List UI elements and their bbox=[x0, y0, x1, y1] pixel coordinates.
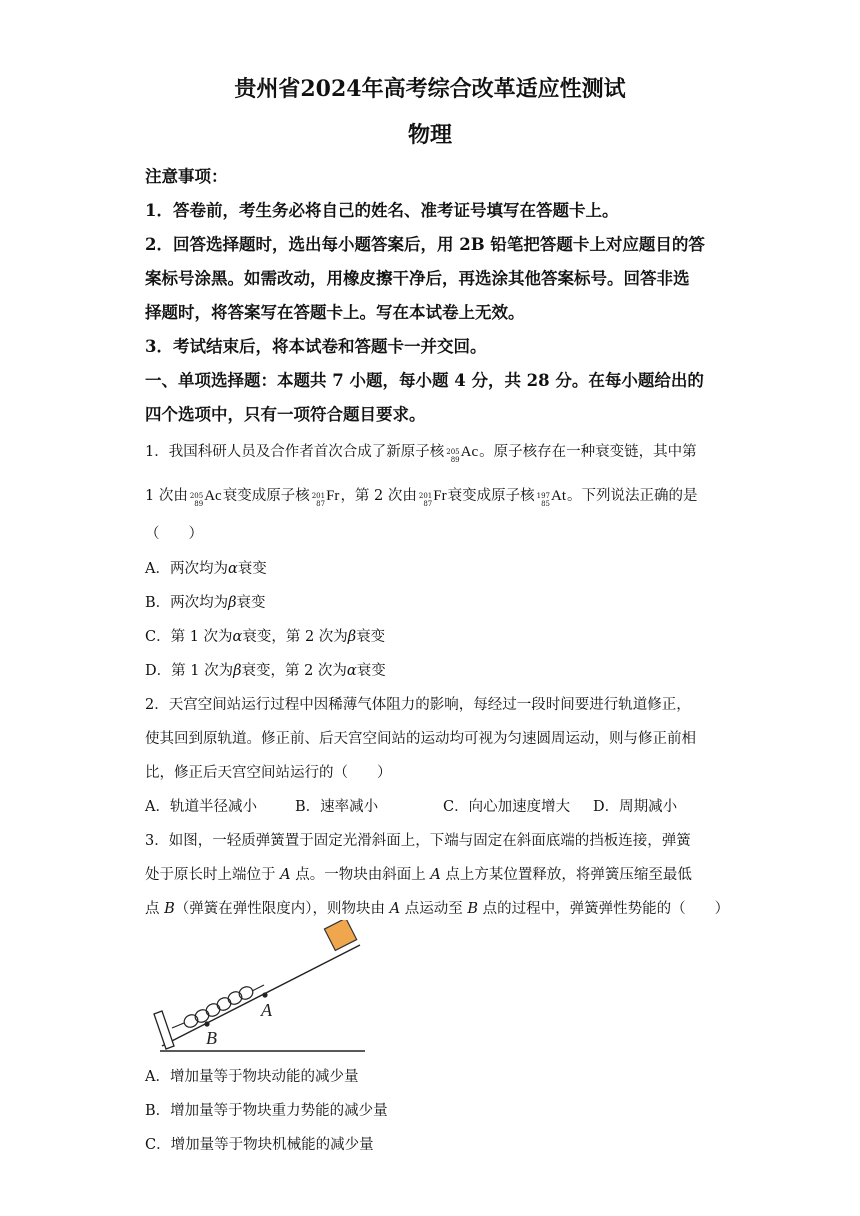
ac-z: 89 bbox=[450, 456, 460, 464]
option-text: 衰变 bbox=[356, 629, 386, 645]
option-text: 衰变，第 2 次为 bbox=[242, 629, 348, 645]
point-b-dot bbox=[204, 1021, 209, 1026]
q3-text: （弹簧在弹性限度内），则物块由 bbox=[174, 901, 386, 917]
at-z: 85 bbox=[541, 500, 550, 508]
notice-heading: 注意事项： bbox=[145, 167, 228, 186]
q3-line-1: 3．如图，一轻质弹簧置于固定光滑斜面上，下端与固定在斜面底端的挡板连接，弹簧 bbox=[145, 833, 691, 849]
notice-line-1: 1．答卷前，考生务必将自己的姓名、准考证号填写在答题卡上。 bbox=[145, 201, 619, 220]
fr-z: 87 bbox=[316, 500, 326, 508]
q1-option-b[interactable] bbox=[145, 591, 266, 612]
incline-spring-figure bbox=[140, 920, 380, 1060]
sliding-block bbox=[324, 920, 356, 950]
q3-text: 点 bbox=[145, 901, 160, 917]
exam-title: 贵州省2024年高考综合改革适应性测试 bbox=[234, 76, 626, 102]
fr-symbol: Fr bbox=[326, 488, 340, 504]
q1-option-c[interactable] bbox=[145, 625, 385, 646]
nuclide-fr bbox=[312, 488, 340, 508]
spring-coil bbox=[172, 984, 264, 1029]
q2-option-d[interactable]: D．周期减小 bbox=[593, 799, 678, 815]
incline-line bbox=[162, 945, 360, 1046]
q2-line-2: 使其回到原轨道。修正前、后天宫空间站的运动均可视为匀速圆周运动，则与修正前相 bbox=[145, 731, 696, 747]
q3-text: 点运动至 bbox=[404, 901, 463, 917]
baffle-plate bbox=[154, 1011, 174, 1049]
q2-line-3: 比，修正后天宫空间站运行的（ ） bbox=[145, 765, 392, 781]
q2-line-1: 2．天宫空间站运行过程中因稀薄气体阻力的影响，每经过一段时间要进行轨道修正， bbox=[145, 697, 691, 713]
fr-symbol: Fr bbox=[433, 488, 447, 504]
nuclide-ac bbox=[446, 444, 478, 464]
notice-line-3: 案标号涂黑。如需改动，用橡皮擦干净后，再选涂其他答案标号。回答非选 bbox=[145, 269, 690, 288]
option-text: 衰变，第 2 次为 bbox=[241, 663, 347, 679]
alpha-symbol: α bbox=[346, 663, 357, 679]
point-a-ref: A bbox=[389, 901, 401, 917]
option-text: A．两次均为 bbox=[145, 561, 228, 577]
option-text: 衰变 bbox=[236, 595, 266, 611]
option-text: B．两次均为 bbox=[145, 595, 229, 611]
ac-symbol: Ac bbox=[460, 444, 479, 460]
ac-z: 89 bbox=[194, 500, 204, 508]
beta-symbol: β bbox=[347, 629, 357, 645]
q1-option-d[interactable] bbox=[145, 659, 386, 680]
point-b-ref: B bbox=[164, 901, 175, 917]
subject-title: 物理 bbox=[407, 122, 452, 148]
q1-answer-paren: （ ） bbox=[145, 526, 203, 542]
fr-z: 87 bbox=[423, 500, 433, 508]
section-heading-line-2: 四个选项中，只有一项符合题目要求。 bbox=[145, 405, 426, 424]
q1-option-a[interactable] bbox=[145, 557, 267, 578]
beta-symbol: β bbox=[228, 595, 237, 611]
q1-text: 。下列说法正确的是 bbox=[566, 488, 698, 504]
q1-text: 1．我国科研人员及合作者首次合成了新原子核 bbox=[145, 444, 445, 460]
q3-text: 处于原长时上端位于 bbox=[145, 867, 276, 883]
q1-text: 衰变成原子核 bbox=[447, 488, 535, 504]
q1-text: 衰变成原子核 bbox=[222, 488, 310, 504]
q3-line-2 bbox=[145, 863, 692, 884]
notice-line-5: 3．考试结束后，将本试卷和答题卡一并交回。 bbox=[145, 337, 487, 356]
q3-text: 点。一物块由斜面上 bbox=[295, 867, 426, 883]
q3-option-c[interactable]: C．增加量等于物块机械能的减少量 bbox=[145, 1137, 374, 1153]
notice-line-4: 择题时，将答案写在答题卡上。写在本试卷上无效。 bbox=[145, 303, 525, 322]
q1-text: 。原子核存在一种衰变链，其中第 bbox=[479, 444, 697, 460]
nuclide-fr bbox=[419, 488, 447, 508]
q1-text: 1 次由 bbox=[145, 488, 188, 504]
point-b-ref: B bbox=[467, 901, 478, 917]
alpha-symbol: α bbox=[232, 629, 243, 645]
nuclide-ac bbox=[190, 488, 222, 508]
ac-symbol: Ac bbox=[204, 488, 222, 504]
q3-line-3 bbox=[145, 897, 729, 918]
q3-text: 点上方某位置释放，将弹簧压缩至最低 bbox=[445, 867, 692, 883]
q2-option-c[interactable]: C．向心加速度增大 bbox=[443, 799, 571, 815]
ac-mass: 205 bbox=[189, 492, 204, 500]
q3-text: 点的过程中，弹簧弹性势能的（ ） bbox=[482, 901, 730, 917]
q3-option-b[interactable]: B．增加量等于物块重力势能的减少量 bbox=[145, 1103, 388, 1119]
option-text: D．第 1 次为 bbox=[145, 663, 234, 679]
figure-label-b: B bbox=[206, 1028, 217, 1048]
q2-option-b[interactable]: B．速率减小 bbox=[295, 799, 379, 815]
q3-option-a[interactable]: A．增加量等于物块动能的减少量 bbox=[145, 1069, 359, 1085]
option-text: 衰变 bbox=[237, 561, 267, 577]
figure-label-a: A bbox=[261, 1000, 272, 1020]
section-heading-line-1: 一、单项选择题：本题共 7 小题，每小题 4 分，共 28 分。在每小题给出的 bbox=[145, 371, 704, 390]
option-text: 衰变 bbox=[356, 663, 386, 679]
point-a-ref: A bbox=[280, 867, 291, 883]
fr-mass: 201 bbox=[418, 492, 433, 500]
q1-text: ，第 2 次由 bbox=[340, 488, 417, 504]
q1-line-1 bbox=[145, 440, 697, 464]
q2-option-a[interactable]: A．轨道半径减小 bbox=[145, 799, 257, 815]
alpha-symbol: α bbox=[227, 561, 238, 577]
fr-mass: 201 bbox=[311, 492, 326, 500]
beta-symbol: β bbox=[233, 663, 242, 679]
q1-line-2 bbox=[145, 484, 697, 508]
point-a-dot bbox=[262, 992, 267, 997]
point-a-ref: A bbox=[430, 867, 441, 883]
notice-line-2: 2．回答选择题时，选出每小题答案后，用 2B 铅笔把答题卡上对应题目的答 bbox=[145, 235, 705, 254]
nuclide-at bbox=[537, 488, 566, 508]
option-text: C．第 1 次为 bbox=[145, 629, 233, 645]
ac-mass: 205 bbox=[446, 448, 460, 456]
at-mass: 197 bbox=[536, 492, 550, 500]
at-symbol: At bbox=[550, 488, 566, 504]
